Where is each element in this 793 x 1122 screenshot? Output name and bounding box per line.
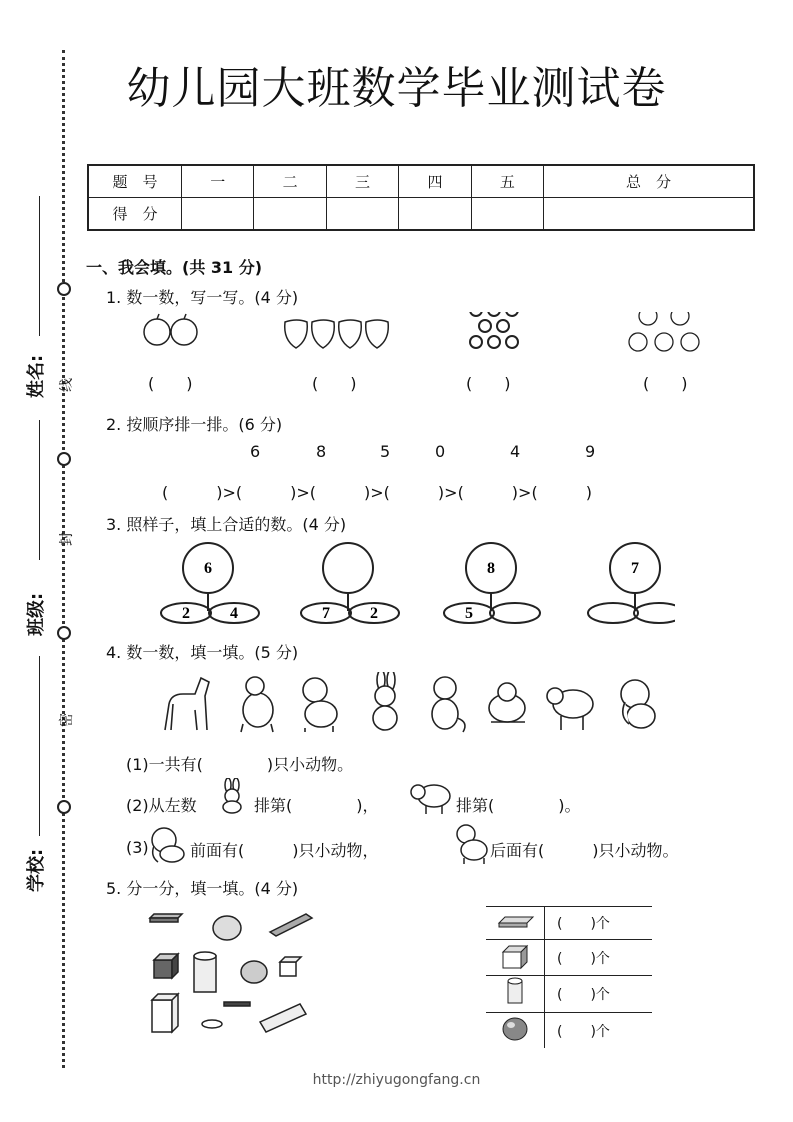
q5-count-blank[interactable]: ( )个 [545,907,653,940]
q3-number-flowers [155,540,675,632]
sphere-icon [213,916,241,940]
table-cell: 三 [326,165,398,198]
binding-dotted-line [62,50,65,1068]
score-cell[interactable] [182,198,254,231]
table-row [486,976,652,1013]
table-row [486,940,652,976]
cylinder-icon [202,1020,222,1028]
secret-mark: 密 [59,713,75,727]
flower-left-number: 2 [182,605,190,622]
cow-icon [241,677,273,732]
q1-pictures [140,312,740,360]
cube-icon [154,960,172,978]
school-field-line[interactable] [39,656,40,836]
cube-icon [486,940,545,976]
table-cell: 四 [399,165,471,198]
class-field-line[interactable] [39,420,40,560]
cube-icon [280,962,296,976]
q5-tally-table [486,906,652,1048]
sheep-icon [547,688,593,730]
table-cell: 总 分 [544,165,754,198]
binding-hole [57,626,71,640]
name-field-line[interactable] [39,196,40,336]
section-heading: 一、我会填。(共 31 分) [86,258,263,277]
q5-count-blank[interactable]: ( )个 [545,940,653,976]
q4-line-3-behind[interactable]: 后面有( )只小动物。 [490,841,679,860]
turtle-icon [489,683,525,722]
binding-hole [57,282,71,296]
table-cell: 一 [182,165,254,198]
binding-hole [57,800,71,814]
table-cell: 得 分 [88,198,182,231]
cuboid-icon [152,1000,172,1032]
sphere-icon [241,961,267,983]
question-3-label: 3. 照样子，填上合适的数。(4 分) [106,515,347,534]
elephant-icon [146,824,190,864]
flower-top-number: 7 [631,560,639,577]
cuboid-icon [224,1002,250,1006]
q5-count-blank[interactable]: ( )个 [545,976,653,1013]
score-table-score-row [88,198,754,231]
cylinder-icon [260,1004,306,1032]
flower-left-number: 7 [322,605,330,622]
table-cell: 五 [471,165,543,198]
cuboid-icon [270,914,312,936]
number-item: 9 [585,442,596,461]
flower-icon [629,312,699,351]
cylinder-icon [194,956,216,992]
sheep-icon [408,780,454,816]
binding-hole [57,452,71,466]
score-cell[interactable] [544,198,754,231]
seal-mark: 封 [59,532,75,546]
q1-answer-blank[interactable]: ( ) [312,374,357,393]
flower-right-number: 2 [370,605,378,622]
apple-icon [144,314,197,345]
class-label: 班级: [26,592,47,636]
sphere-icon [486,1013,545,1049]
q4-line-2-prefix: (2)从左数 [126,796,197,815]
score-table-header-row [88,165,754,198]
table-row [486,907,652,940]
table-row [486,1013,652,1049]
table-cell: 二 [254,165,326,198]
q2-answer-row[interactable]: ( )>( )>( )>( )>( )>( ) [162,483,592,502]
question-2-label: 2. 按顺序排一排。(6 分) [106,415,283,434]
name-label: 姓名: [26,354,47,398]
cuboid-icon [486,907,545,940]
number-item: 8 [316,442,327,461]
school-label: 学校: [26,848,47,892]
rabbit-icon [373,672,397,730]
line-mark: 线 [59,378,75,392]
page-title: 幼儿园大班数学毕业测试卷 [126,63,667,114]
rabbit-icon [214,778,250,814]
horse-icon [165,678,209,730]
number-item: 6 [250,442,261,461]
q1-answer-blank[interactable]: ( ) [643,374,688,393]
score-cell[interactable] [254,198,326,231]
number-item: 0 [435,442,446,461]
footer-url[interactable]: http://zhiyugongfang.cn [312,1072,481,1088]
score-cell[interactable] [471,198,543,231]
monkey-icon [432,677,465,732]
q1-answer-blank[interactable]: ( ) [148,374,193,393]
score-table [87,164,755,231]
number-item: 5 [380,442,391,461]
flower-left-number: 5 [465,605,473,622]
q5-solid-shapes [140,910,340,1040]
strawberry-icon [285,320,389,348]
dog-icon [303,678,337,732]
number-item: 4 [510,442,521,461]
q4-line-2-rank-sheep[interactable]: 排第( )。 [456,796,581,815]
flower-right-number: 4 [230,605,238,622]
question-4-label: 4. 数一数，填一填。(5 分) [106,643,299,662]
question-5-label: 5. 分一分，填一填。(4 分) [106,879,299,898]
table-cell: 题 号 [88,165,182,198]
dog-icon [452,822,492,866]
score-cell[interactable] [326,198,398,231]
q5-count-blank[interactable]: ( )个 [545,1013,653,1049]
q1-answer-blank[interactable]: ( ) [466,374,511,393]
circle-icon [470,312,518,348]
q4-animals [155,672,665,734]
flower-top-number: 8 [487,560,495,577]
score-cell[interactable] [399,198,471,231]
cylinder-icon [486,976,545,1013]
q4-line-3-front[interactable]: 前面有( )只小动物， [190,841,379,860]
elephant-icon [621,680,655,728]
q4-line-1[interactable]: (1)一共有( )只小动物。 [126,755,354,774]
q4-line-3-prefix: (3) [126,838,149,857]
flower-top-number: 6 [204,560,212,577]
question-1-label: 1. 数一数，写一写。(4 分) [106,288,299,307]
q4-line-2-rank-rabbit[interactable]: 排第( )， [254,796,379,815]
